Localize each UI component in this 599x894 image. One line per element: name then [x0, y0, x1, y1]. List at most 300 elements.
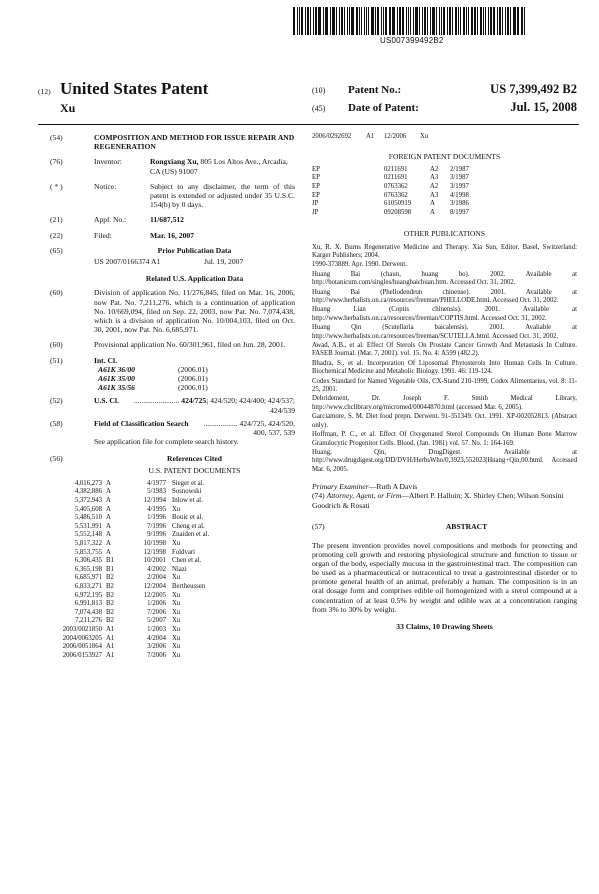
barcode-bar: [332, 7, 335, 35]
barcode-bar: [310, 7, 311, 35]
provisional-text: Provisional application No. 60/301,961, filed on Jun. 28, 2001.: [94, 340, 286, 350]
patent-no-label: Patent No.:: [348, 84, 402, 96]
list-item: Huang Lian (Coptis chinensis). 2001. Available at http://www.herbalists.on.ca/resources/freeman/COPTIS.html. Accessed Oct. 31, 2002.: [312, 306, 577, 322]
attorney-name: —Albert P. Halluin; X. Shirley Chen; Wilson Sonsini Goodrich & Rosati: [312, 491, 564, 510]
barcode-bar: [480, 7, 482, 35]
intcl-version: (2006.01): [178, 383, 208, 393]
ref-kind: B2: [106, 574, 114, 582]
barcode-bar: [439, 7, 440, 35]
barcode-bar: [488, 7, 489, 35]
barcode-bar: [368, 7, 369, 35]
ref-date: 1/2003: [147, 625, 166, 633]
prior-pub-no: US 2007/0166374 A1: [94, 257, 161, 267]
ref-kind: A1: [106, 634, 115, 642]
uscl-rest: ; 424/520; 424/400; 424/537; 424/539: [206, 396, 295, 415]
ref-number: 5,486,510: [74, 514, 102, 522]
abstract-text: The present invention provides novel compositions and methods for protecting and promoting cell growth and restoring physiological structure and function to tissue or organ of the body, especially mucosa in the gastrointestinal tract. The composition can be used as a pharmaceutical or nutraceutical to treat a gastrointestinal disorder or to promote general health of an animal, preferably a human. The composition is in an oral dosage form and comprises edible oil homogenized with a sterol compound at a concentration of at least 0.5% by weight and edible wax at a concentration ranging from 3% to 30% by weight.: [312, 540, 577, 614]
foreign-ref-country: JP: [312, 200, 319, 208]
foreign-heading: FOREIGN PATENT DOCUMENTS: [388, 151, 501, 161]
foreign-ref-kind: A: [430, 200, 435, 208]
field-code: (58): [50, 418, 63, 428]
ref-name: Xu: [172, 643, 181, 651]
intcl-row: [98, 383, 295, 392]
list-item: Huang Bai (Phellodendron chinense). 2001. Available at http://www.herbalists.on.ca/resources/freeman/PHELLODE.html. Accessed Oct. 31, 2002.: [312, 288, 577, 304]
ref-name: Niazi: [172, 565, 187, 573]
attorney: [312, 491, 577, 509]
us-docs-heading: U.S. PATENT DOCUMENTS: [148, 465, 241, 475]
intcl-list: [98, 365, 295, 393]
ref-kind: B2: [106, 600, 114, 608]
list-item: Huang Qin (Scutellaria baicalensis). 2001. Avaliable at http://www.herbalists.on.ca/resources/freeman/SCUTELLA.html. Accessed Oct. 31, 2002.: [312, 324, 577, 340]
barcode-bar: [315, 7, 317, 35]
ref-date: 4/2002: [147, 565, 166, 573]
uscl-label: U.S. Cl.: [94, 396, 119, 406]
table-row: [312, 183, 490, 192]
table-row: [50, 635, 209, 644]
barcode-bar: [422, 7, 423, 35]
barcode-bar: [307, 7, 309, 35]
ref-kind: A1: [366, 133, 375, 140]
ref-kind: B2: [106, 591, 114, 599]
abstract-heading: ABSTRACT: [445, 521, 488, 531]
related-heading: Related U.S. Application Data: [145, 274, 244, 284]
barcode-bar: [517, 7, 518, 35]
ref-name: Xu: [172, 591, 181, 599]
table-row: [50, 549, 209, 558]
foreign-ref-country: JP: [312, 208, 319, 216]
ref-date: 10/1998: [143, 540, 166, 548]
list-item: Hoffman, P. C., et al. Effect Of Oxygenated Sterol Compounds On Human Bone Marrow Granulocytic Progenitor Cells. Blood. (Jan. 1981) vol. 57. No. 1: 164-169.: [312, 431, 577, 447]
barcode-bar: [330, 7, 331, 35]
barcode-bar: [399, 7, 401, 35]
table-row: [312, 192, 490, 201]
ref-name: Xu: [172, 617, 181, 625]
barcode-bar: [466, 7, 467, 35]
table-row: [50, 592, 209, 601]
claims-count: 33 Claims, 10 Drawing Sheets: [396, 621, 493, 631]
examiner-label: Primary Examiner: [312, 482, 369, 492]
list-item: Huang, Qin, DrugDigest. Available at http://www.drugdigest.org/DD/DVH/HerbsWho/0,3923,552023|Huang+Qin,00.html. Accessed Mar. 6, 2005.: [312, 448, 577, 473]
foreign-ref-num: 0211691: [384, 174, 408, 182]
attorney-label: Attorney, Agent, or Firm: [326, 491, 402, 501]
header-divider: [38, 124, 579, 125]
ref-date: 4/2004: [147, 634, 166, 642]
foreign-ref-country: EP: [312, 165, 320, 173]
date-label: Date of Patent:: [348, 102, 419, 114]
barcode-bar: [518, 7, 519, 35]
barcode-bar: [293, 7, 295, 35]
ref-name: Xu: [172, 574, 181, 582]
ref-name: Foldvari: [172, 548, 196, 556]
barcode-bar: [497, 7, 498, 35]
table-row: [312, 200, 490, 209]
ref-number: 5,405,608: [74, 505, 102, 513]
ref-kind: A: [106, 522, 111, 530]
ref-kind: B2: [106, 617, 114, 625]
foreign-references-table: [312, 166, 490, 218]
barcode-bar: [375, 7, 376, 35]
barcode-bar: [449, 7, 451, 35]
table-row: [312, 209, 490, 218]
foreign-ref-num: 61050919: [384, 200, 412, 208]
ref-kind: A: [106, 497, 111, 505]
barcode-bar: [415, 7, 418, 35]
table-row: [50, 497, 209, 506]
intcl-version: (2006.01): [178, 374, 208, 384]
foreign-ref-country: EP: [312, 182, 320, 190]
barcode-bar: [349, 7, 350, 35]
barcode-bar: [436, 7, 437, 35]
ref-number: 2006/0051864: [62, 643, 102, 651]
barcode-bar: [510, 7, 511, 35]
uscl-main: 424/725: [181, 396, 207, 406]
ref-kind: A1: [106, 625, 115, 633]
barcode-bar: [313, 7, 314, 35]
abstract-code: (57): [312, 521, 325, 531]
inventor-label: Inventor:: [94, 157, 122, 167]
ref-number: 2006/0292692: [312, 133, 352, 140]
field-label: Field of Classification Search: [94, 418, 189, 428]
barcode-bar: [443, 7, 445, 35]
ref-date: 4/1995: [147, 505, 166, 513]
barcode-bar: [430, 7, 432, 35]
ref-date: 12/2006: [384, 133, 407, 140]
ref-name: Xu: [172, 625, 181, 633]
barcode-bar: [493, 7, 496, 35]
filed-label: Filed:: [94, 230, 112, 240]
barcode-bar: [397, 7, 398, 35]
foreign-ref-country: EP: [312, 174, 320, 182]
ref-date: 2/2004: [147, 574, 166, 582]
ref-number: 5,372,943: [74, 497, 102, 505]
barcode-bar: [381, 7, 382, 35]
foreign-ref-num: 0763362: [384, 191, 408, 199]
foreign-ref-kind: A2: [430, 165, 439, 173]
ref-date: 5/1983: [147, 488, 166, 496]
patent-no-code: (10): [312, 86, 326, 95]
ref-name: Xu: [172, 634, 181, 642]
barcode-bar: [392, 7, 395, 35]
barcode-bar: [336, 7, 337, 35]
ref-name: Sosnowski: [172, 488, 202, 496]
field-note: See application file for complete search history.: [94, 437, 239, 447]
date-code: (45): [312, 104, 326, 113]
barcode-bar: [424, 7, 426, 35]
ref-kind: A1: [106, 651, 115, 659]
intcl-code: (51): [50, 355, 63, 365]
table-row: [50, 574, 209, 583]
patent-no-value: US 7,399,492 B2: [490, 82, 577, 96]
ref-date: 7/2006: [147, 651, 166, 659]
ref-date: 12/1994: [143, 497, 166, 505]
list-item: Huang Bai (chaun, huang bo). 2002. Available at http://botanicum.com/singles/huangbaichuan.htm. Accessed Oct. 31, 2002.: [312, 270, 577, 287]
table-row: [312, 166, 490, 175]
ref-number: 2006/0153927: [62, 651, 102, 659]
provisional-code: (60): [50, 340, 63, 350]
list-item: 1990-373889. Apr. 1990. Derwent.: [312, 261, 407, 269]
refs-code: (56): [50, 454, 63, 464]
table-row: [50, 514, 209, 523]
table-row: [312, 174, 490, 183]
barcode-bar: [458, 7, 459, 35]
top-reference: [312, 133, 428, 142]
foreign-ref-date: 3/1997: [450, 182, 469, 190]
ref-number: 5,531,991: [74, 522, 102, 530]
notice-label: Notice:: [94, 181, 117, 191]
barcode-bar: [521, 7, 523, 35]
ref-number: 7,074,438: [74, 608, 102, 616]
barcode-bar: [406, 7, 407, 35]
references-column: [312, 133, 577, 631]
barcode-bar: [507, 7, 509, 35]
foreign-ref-kind: A3: [430, 191, 439, 199]
inventor-surname: Xu: [60, 101, 76, 115]
inventor-name: Rongxiang Xu,: [150, 157, 199, 167]
intcl-class: A61K 35/00: [98, 374, 135, 384]
ref-date: 3/2006: [147, 643, 166, 651]
field-value: 424/725, 424/520, 400, 537, 539: [239, 418, 295, 438]
ref-name: Znaiden et al.: [172, 531, 210, 539]
barcode-bar: [474, 7, 477, 35]
foreign-ref-num: 0211691: [384, 165, 408, 173]
prior-code: (65): [50, 245, 63, 255]
barcode-bar: [452, 7, 453, 35]
other-publications: [312, 244, 577, 475]
ref-date: 7/2006: [147, 608, 166, 616]
barcode-bar: [385, 7, 387, 35]
ref-date: 5/2007: [147, 617, 166, 625]
appl-value: 11/687,512: [150, 215, 184, 225]
filed-value: Mar. 16, 2007: [150, 230, 195, 240]
ref-date: 12/2005: [143, 591, 166, 599]
ref-number: 6,833,271: [74, 583, 102, 591]
foreign-ref-date: 8/1997: [450, 208, 469, 216]
barcode-bar: [323, 7, 324, 35]
ref-kind: A1: [106, 643, 115, 651]
foreign-ref-date: 3/1987: [450, 174, 469, 182]
table-row: [50, 643, 209, 652]
ref-name: Bouic et al.: [172, 514, 204, 522]
barcode-bar: [441, 7, 442, 35]
ref-name: Bertheussen: [172, 583, 206, 591]
barcode-bar: [341, 7, 343, 35]
barcode-bar: [524, 7, 525, 35]
appl-label: Appl. No.:: [94, 215, 127, 225]
intcl-version: (2006.01): [178, 364, 208, 374]
barcode-bar: [301, 7, 304, 35]
barcode-bar: [499, 7, 501, 35]
foreign-ref-kind: A3: [430, 174, 439, 182]
foreign-ref-kind: A2: [430, 182, 439, 190]
ref-kind: A: [106, 514, 111, 522]
ref-kind: B2: [106, 608, 114, 616]
barcode-bar: [463, 7, 465, 35]
foreign-ref-num: 09208598: [384, 208, 412, 216]
barcode-bar: [361, 7, 362, 35]
ref-name: Xu: [172, 608, 181, 616]
ref-number: 2004/0063205: [62, 634, 102, 642]
field-dots: ..................: [203, 418, 240, 428]
us-references-table: [50, 480, 209, 660]
barcode-bar: [408, 7, 409, 35]
intcl-class: A61K 36/00: [98, 364, 135, 374]
barcode-bar: [490, 7, 492, 35]
division-code: (60): [50, 288, 63, 298]
barcode-bar: [356, 7, 358, 35]
table-row: [50, 523, 209, 532]
foreign-ref-num: 0763362: [384, 182, 408, 190]
ref-name: Xu: [172, 651, 181, 659]
barcode-bar: [447, 7, 448, 35]
ref-name: Sieger et al.: [172, 479, 205, 487]
patent-header-right: [312, 82, 577, 118]
division-text: Division of application No. 11/276,845, filed on Mar. 16, 2006, now Pat. No. 7,211,276, which is a continuation of application No. 10/669,094, filed on Sep. 22, 2003, now Pat. No. 7,074,438, which is a division of application No. 10/004,103, filed on Oct. 30, 2001, now Pat. No. 6,685,971.: [94, 288, 295, 335]
table-row: [50, 531, 209, 540]
ref-date: 4/1977: [147, 479, 166, 487]
table-row: [50, 488, 209, 497]
ref-kind: A: [106, 505, 111, 513]
table-row: [50, 480, 209, 489]
table-row: [50, 600, 209, 609]
ref-kind: A: [106, 531, 111, 539]
notice-text: Subject to any disclaimer, the term of this patent is extended or adjusted under 35 U.S.C. 154(b) by 0 days.: [150, 181, 295, 210]
barcode-number: US007399492B2: [380, 36, 444, 45]
barcode-bar: [502, 7, 503, 35]
barcode-bar: [468, 7, 469, 35]
ref-kind: B2: [106, 583, 114, 591]
bibliographic-column: [50, 133, 295, 660]
primary-examiner: [312, 482, 577, 491]
header-code: (12): [38, 87, 51, 96]
barcode-bar: [326, 7, 328, 35]
other-heading: OTHER PUBLICATIONS: [403, 229, 486, 239]
ref-number: 6,306,435: [74, 557, 102, 565]
ref-kind: A: [106, 479, 111, 487]
ref-date: 10/2001: [143, 557, 166, 565]
invention-title: COMPOSITION AND METHOD FOR ISSUE REPAIR AND REGENERATION: [94, 133, 295, 152]
barcode-bar: [297, 7, 298, 35]
foreign-ref-kind: A: [430, 208, 435, 216]
ref-date: 9/1996: [147, 531, 166, 539]
table-row: [50, 583, 209, 592]
ref-name: Xu: [420, 133, 429, 140]
ref-date: 1/1996: [147, 514, 166, 522]
uscl-dots: ........................: [133, 396, 182, 406]
uscl-code: (52): [50, 396, 63, 406]
barcode-bar: [390, 7, 391, 35]
notice-code: ( * ): [50, 181, 63, 191]
list-item: Xu, R. X. Burns Regenerative Medicine and Therapy. Xia Sun, Editor. Basel, Switzerland: Karger Publishers; 2004.: [312, 243, 577, 259]
ref-name: Xu: [172, 600, 181, 608]
intcl-row: [98, 374, 295, 383]
barcode-bar: [359, 7, 360, 35]
ref-number: 5,853,755: [74, 548, 102, 556]
foreign-ref-date: 2/1987: [450, 165, 469, 173]
barcode-bar: [413, 7, 414, 35]
barcode-bar: [305, 7, 306, 35]
ref-number: 6,685,971: [74, 574, 102, 582]
barcode-bar: [389, 7, 390, 35]
barcode-bar: [485, 7, 486, 35]
table-row: [50, 540, 209, 549]
ref-number: 2003/0021850: [62, 625, 102, 633]
foreign-ref-country: EP: [312, 191, 320, 199]
barcode-bar: [347, 7, 348, 35]
patent-title: United States Patent: [60, 79, 209, 98]
barcode-bar: [471, 7, 473, 35]
barcode-bar: [299, 7, 300, 35]
ref-kind: A: [106, 488, 111, 496]
barcode-bar: [402, 7, 404, 35]
barcode-bar: [344, 7, 346, 35]
ref-number: 5,817,322: [74, 540, 102, 548]
ref-kind: B1: [106, 565, 114, 573]
prior-heading: Prior Publication Data: [157, 245, 232, 255]
list-item: Debridement, Dr. Joseph F. Smith Medical Library, http://www.chclibrary.org/micromed/00044870.html (accessed Mar. 6, 2005).: [312, 395, 577, 411]
title-code: (54): [50, 133, 63, 142]
filed-code: (22): [50, 230, 63, 240]
inventor-address: 805 Los Altos Ave., Arcadia, CA (US) 91007: [150, 157, 288, 176]
barcode-bar: [427, 7, 428, 35]
table-row: [312, 133, 428, 142]
intcl-row: [98, 365, 295, 374]
barcode-bar: [339, 7, 340, 35]
table-row: [50, 609, 209, 618]
ref-name: Chen et al.: [172, 557, 202, 565]
appl-code: (21): [50, 215, 63, 225]
table-row: [50, 617, 209, 626]
prior-pub-date: Jul. 19, 2007: [204, 257, 244, 267]
barcode-bar: [351, 7, 354, 35]
barcode: [293, 7, 526, 35]
ref-name: Xu: [172, 540, 181, 548]
ref-date: 7/1996: [147, 522, 166, 530]
intcl-class: A61K 35/56: [98, 383, 135, 393]
table-row: [50, 506, 209, 515]
foreign-ref-date: 3/1986: [450, 200, 469, 208]
barcode-bar: [364, 7, 365, 35]
table-row: [50, 557, 209, 566]
ref-number: 4,016,273: [74, 479, 102, 487]
ref-kind: A: [106, 540, 111, 548]
barcode-bar: [432, 7, 435, 35]
list-item: Codex Standard for Named Vegetable Oils, CX-Stand 210-1999, Codex Alimentarius, vol. 8: 11-25, 2001.: [312, 377, 577, 394]
ref-number: 6,991,813: [74, 600, 102, 608]
table-row: [50, 652, 209, 661]
table-row: [50, 626, 209, 635]
ref-number: 6,972,195: [74, 591, 102, 599]
barcode-bar: [325, 7, 326, 35]
patent-header-left: [38, 79, 208, 116]
table-row: [50, 566, 209, 575]
ref-number: 7,211,276: [75, 617, 102, 625]
attorney-code: (74): [312, 491, 325, 501]
barcode-bar: [366, 7, 368, 35]
barcode-bar: [318, 7, 321, 35]
ref-kind: B1: [106, 557, 114, 565]
barcode-bar: [460, 7, 461, 35]
barcode-bar: [371, 7, 374, 35]
barcode-bar: [505, 7, 506, 35]
barcode-bar: [377, 7, 379, 35]
barcode-bar: [410, 7, 412, 35]
foreign-ref-date: 4/1998: [450, 191, 469, 199]
list-item: Garciamore, S. M. Diet food prepn. Derwent. 91-351349. Oct. 1991. XP-002052813. (Abstract only).: [312, 413, 577, 429]
intcl-label: Int. Cl.: [94, 355, 117, 365]
ref-number: 6,365,198: [74, 565, 102, 573]
ref-date: 12/1998: [143, 548, 166, 556]
barcode-bar: [483, 7, 484, 35]
